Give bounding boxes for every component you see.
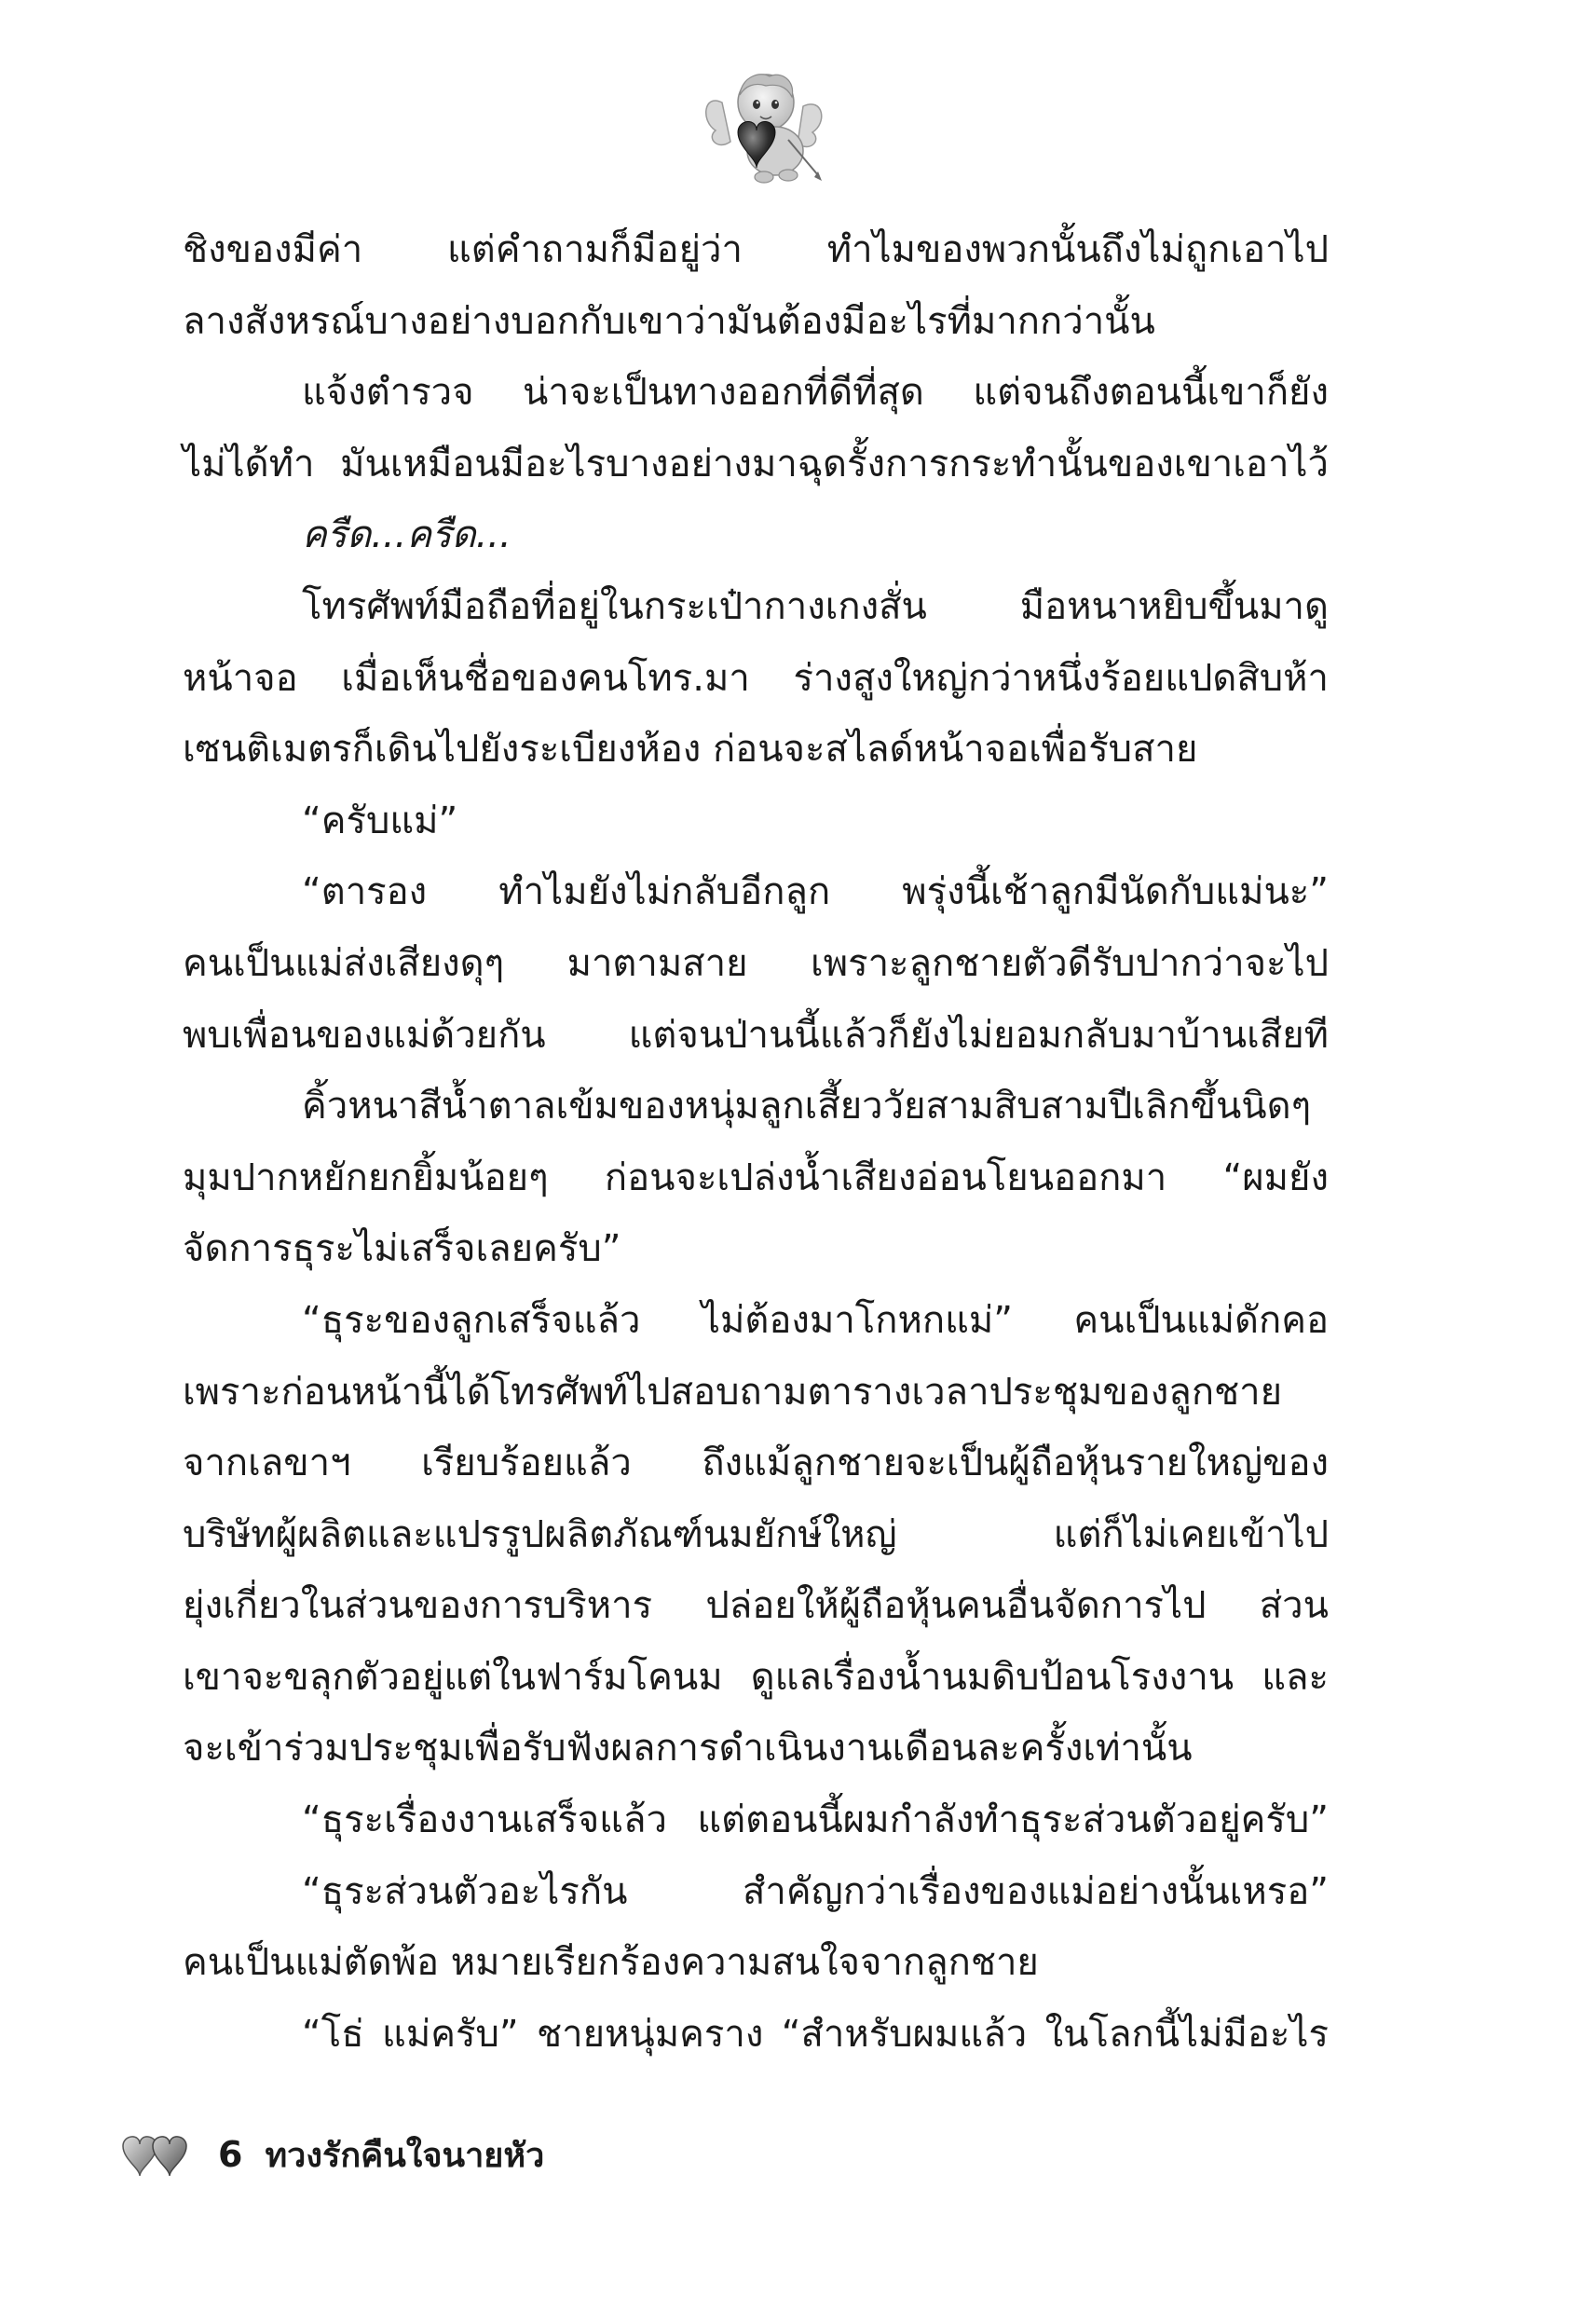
text-line: จัดการธุระไม่เสร็จเลยครับ” (183, 1227, 621, 1271)
body-text (183, 214, 1329, 2070)
text-line: ครืด...ครืด... (302, 513, 512, 557)
page-number: 6 (218, 2134, 243, 2175)
page-footer (119, 2125, 544, 2184)
text-line: หน้าจอ เมื่อเห็นชื่อของคนโทร.มา ร่างสูงใหญ่กว่าหนึ่งร้อยแปดสิบห้า (183, 656, 1329, 700)
text-line: ไม่ได้ทำ มันเหมือนมีอะไรบางอย่างมาฉุดรั้งการกระทำนั้นของเขาเอาไว้ (183, 442, 1329, 485)
text-line: โทรศัพท์มือถือที่อยู่ในกระเป๋ากางเกงสั่น มือหนาหยิบขึ้นมาดู (302, 584, 1329, 628)
text-line: บริษัทผู้ผลิตและแปรรูปผลิตภัณฑ์นมยักษ์ใหญ่ แต่ก็ไม่เคยเข้าไป (183, 1512, 1329, 1556)
text-line: เขาจะขลุกตัวอยู่แต่ในฟาร์มโคนม ดูแลเรื่องน้ำนมดิบป้อนโรงงาน และ (183, 1655, 1329, 1699)
text-line: จากเลขาฯ เรียบร้อยแล้ว ถึงแม้ลูกชายจะเป็นผู้ถือหุ้นรายใหญ่ของ (183, 1442, 1329, 1485)
text-line: แจ้งตำรวจ น่าจะเป็นทางออกที่ดีที่สุด แต่จนถึงตอนนี้เขาก็ยัง (302, 371, 1329, 415)
text-line: เพราะก่อนหน้านี้ได้โทรศัพท์ไปสอบถามตารางเวลาประชุมของลูกชาย (183, 1370, 1283, 1414)
hearts-icon (119, 2129, 192, 2180)
text-line: ชิงของมีค่า แต่คำถามก็มีอยู่ว่า ทำไมของพวกนั้นถึงไม่ถูกเอาไป (183, 228, 1329, 271)
text-line: เซนติเมตรก็เดินไปยังระเบียงห้อง ก่อนจะสไลด์หน้าจอเพื่อรับสาย (183, 728, 1198, 772)
text-line: ลางสังหรณ์บางอย่างบอกกับเขาว่ามันต้องมีอะไรที่มากกว่านั้น (183, 299, 1155, 343)
text-line: จะเข้าร่วมประชุมเพื่อรับฟังผลการดำเนินงานเดือนละครั้งเท่านั้น (183, 1727, 1193, 1771)
text-line: “ครับแม่” (302, 799, 458, 842)
text-line: คนเป็นแม่ส่งเสียงดุๆ มาตามสาย เพราะลูกชายตัวดีรับปากว่าจะไป (183, 941, 1329, 985)
text-line: พบเพื่อนของแม่ด้วยกัน แต่จนป่านนี้แล้วก็ยังไม่ยอมกลับมาบ้านเสียที (183, 1013, 1329, 1057)
text-line: คนเป็นแม่ตัดพ้อ หมายเรียกร้องความสนใจจากลูกชาย (183, 1941, 1039, 1985)
text-line: “ธุระของลูกเสร็จแล้ว ไม่ต้องมาโกหกแม่” คนเป็นแม่ดักคอ (302, 1298, 1329, 1342)
cupid-heart-icon (699, 65, 829, 191)
text-line: “โธ่ แม่ครับ” ชายหนุ่มคราง “สำหรับผมแล้ว ในโลกนี้ไม่มีอะไร (302, 2012, 1329, 2056)
text-line: คิ้วหนาสีน้ำตาลเข้มของหนุ่มลูกเสี้ยววัยสามสิบสามปีเลิกขึ้นนิดๆ (302, 1085, 1312, 1128)
text-line: “ธุระส่วนตัวอะไรกัน สำคัญกว่าเรื่องของแม่อย่างนั้นเหรอ” (302, 1869, 1329, 1913)
text-line: มุมปากหยักยกยิ้มน้อยๆ ก่อนจะเปล่งน้ำเสียงอ่อนโยนออกมา “ผมยัง (183, 1156, 1329, 1199)
text-line: “ตารอง ทำไมยังไม่กลับอีกลูก พรุ่งนี้เช้าลูกมีนัดกับแม่นะ” (302, 870, 1329, 914)
text-line: “ธุระเรื่องงานเสร็จแล้ว แต่ตอนนี้ผมกำลังทำธุระส่วนตัวอยู่ครับ” (302, 1798, 1329, 1842)
text-line: ยุ่งเกี่ยวในส่วนของการบริหาร ปล่อยให้ผู้ถือหุ้นคนอื่นจัดการไป ส่วน (183, 1584, 1329, 1628)
book-title: ทวงรักคืนใจนายหัว (265, 2136, 545, 2175)
